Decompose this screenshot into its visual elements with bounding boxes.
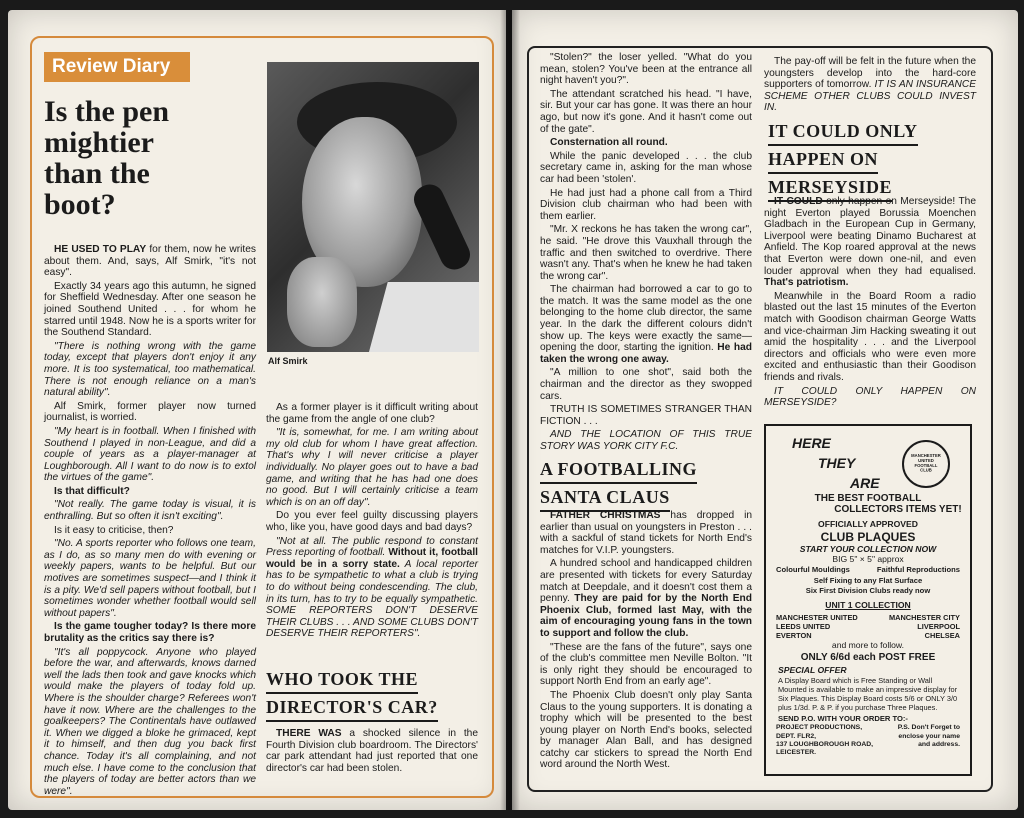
text-run: only happen on Merseyside! The night Everton played Borussia Moenchen Gladbach in the European Cup in Germany, Liverpool were beating Dinamo Bucharest at Anfield. The Kop roared approval at the news that Everton were down one-nil, and even louder approval when they had equalised. xyxy=(764,196,976,277)
text-run: Meanwhile in the Board Room a radio blasted out the last 15 minutes of the Everton match with Goodison chairman George Watts and vice-chairman Jim Hacking sweating it out amid the hospitality . . . and the Liverpool directors and officials who were even more excited and enthusiastic than their Goodison friends and rivals. xyxy=(764,290,976,383)
ad-size: BIG 5" × 5" approx xyxy=(832,554,904,565)
text-run: The attendant scratched his head. "I have, sir. But your car has gone. It was there an hour ago, but now it's gone. And it hasn't come out of the gate". xyxy=(540,88,752,135)
ad-address-row xyxy=(766,724,970,758)
headline-line: WHO TOOK THE xyxy=(266,666,418,694)
who-took-text xyxy=(266,728,478,776)
ad-club: MANCHESTER CITY xyxy=(888,613,960,623)
paragraph xyxy=(540,558,752,639)
text-run: A hundred school and handicapped children are presented with tickets for every Saturday match at Deepdale, and it doesn't cost them a penny. xyxy=(540,558,752,605)
paragraph xyxy=(540,642,752,688)
headline-line: boot? xyxy=(44,188,116,221)
ad-ps xyxy=(898,724,960,758)
ad-address-line: PROJECT PRODUCTIONS, xyxy=(776,724,863,732)
text-run: TRUTH IS SOMETIMES STRANGER THAN FICTION . . . xyxy=(540,404,752,427)
text-run: The Phoenix Club doesn't only play Santa Claus to the young supporters. It is donating a trophy which will be presented to the best young player on North End's books, selected by manager Alan Ball, and has designed catchy car stickers to spread the North End word around the North West. xyxy=(540,689,752,771)
text-run: AND THE LOCATION OF THIS TRUE STORY WAS YORK CITY F.C. xyxy=(540,429,752,452)
paragraph xyxy=(266,510,478,533)
ad-here: HERE xyxy=(792,435,831,451)
text-run: HE USED TO PLAY xyxy=(54,244,147,255)
ad-address-line: DEPT. FLR2, xyxy=(776,732,817,740)
text-run: "Not really. The game today is visual, it is enthralling. But so often it isn't exciting". xyxy=(44,499,256,523)
paragraph xyxy=(540,89,752,135)
paragraph xyxy=(540,151,752,186)
who-took-headline xyxy=(266,666,438,722)
ad-club: LEEDS UNITED xyxy=(776,622,831,632)
text-run: The chairman had borrowed a car to go to the match. It was the same model as the one belonging to the home club director, the same year. In the dark the different colours didn't show up. The keys were exactly the same—opening the door, starting the ignition. xyxy=(540,284,752,354)
crest-icon xyxy=(902,440,950,488)
text-run: While the panic developed . . . the club secretary came in, asking for the man whose car had been 'stolen'. xyxy=(540,150,752,185)
text-run: Do you ever feel guilty discussing players who, like you, have good days and bad days? xyxy=(266,510,478,533)
left-column-2 xyxy=(266,402,478,642)
photo-caption: Alf Smirk xyxy=(268,356,308,366)
paragraph xyxy=(44,426,256,484)
ad-unit: UNIT 1 COLLECTION xyxy=(825,599,911,610)
text-run: Consternation all round. xyxy=(550,137,668,149)
ad-club: LIVERPOOL xyxy=(917,622,960,632)
text-run: "Not at all. The public respond to constant Press reporting of football. xyxy=(266,535,478,559)
text-run: IT COULD ONLY HAPPEN ON MERSEYSIDE? xyxy=(764,385,976,409)
text-run: They are paid for by the North End Phoenix Club, formed last May, with the aim of encouraging young fans in the town to support and follow the club. xyxy=(540,593,752,639)
paragraph xyxy=(540,367,752,402)
text-run: IT IS AN INSURANCE SCHEME OTHER CLUBS COULD INVEST IN. xyxy=(764,79,976,114)
ad-ps-line: P.S. Don't Forget to xyxy=(897,724,960,732)
ad-clubs-left xyxy=(776,613,858,640)
headline-line: A FOOTBALLING xyxy=(540,456,697,484)
paragraph xyxy=(540,690,752,771)
text-run: As a former player is it difficult writing about the game from the angle of one club? xyxy=(266,402,478,425)
paragraph xyxy=(44,499,256,522)
text-run: He had taken the wrong one away. xyxy=(540,342,752,365)
paragraph xyxy=(266,728,478,774)
paragraph xyxy=(540,510,752,556)
text-run: for them, now he writes about them. And, says, Alf Smirk, "it's not easy". xyxy=(44,244,256,279)
paragraph xyxy=(540,188,752,223)
ad-colourful: Colourful Mouldings xyxy=(776,564,850,574)
headline-line: MERSEYSIDE xyxy=(768,174,892,202)
headline-line: mightier xyxy=(44,126,154,159)
headline-line: Is the pen xyxy=(44,95,170,128)
merseyside-headline xyxy=(768,118,918,202)
text-run: FATHER CHRISTMAS xyxy=(550,510,661,521)
paragraph xyxy=(540,284,752,365)
ad-club: EVERTON xyxy=(776,631,812,641)
paragraph xyxy=(764,386,976,409)
paragraph xyxy=(764,56,976,114)
paragraph xyxy=(44,538,256,619)
crest-text: MANCHESTER UNITED FOOTBALL CLUB xyxy=(911,454,941,474)
ad-officially: OFFICIALLY APPROVED xyxy=(818,519,918,530)
article-headline xyxy=(44,96,244,220)
portrait-photo xyxy=(267,62,479,352)
ad-collectors: COLLECTORS ITEMS YET! xyxy=(834,503,962,515)
paragraph xyxy=(44,281,256,339)
headline-line: IT COULD ONLY xyxy=(768,118,918,146)
page-gutter xyxy=(500,10,520,810)
ad-ps-line: enclose your name xyxy=(898,732,960,740)
ad-self: Self Fixing to any Flat Surface xyxy=(813,575,923,585)
text-run: The pay-off will be felt in the future when the youngsters develop into the hard-core supporters of tomorrow. xyxy=(764,56,976,91)
text-run: "No. A sports reporter who follows one team, as I do, as so many men do with evening or weekly papers, wants to be helpful. But our motives are sometimes suspect—and I think it is a pity. We'd sell papers without football, but I sometimes wonder whether football would sell without papers". xyxy=(44,538,256,619)
text-run: "There is nothing wrong with the game today, except that players don't enjoy it any more. It is too systematical, too mathematical. There is not enough reliance on a man's natural ability". xyxy=(44,340,256,399)
text-run: Is that difficult? xyxy=(54,485,130,497)
santa-text xyxy=(540,510,752,773)
ad-address xyxy=(776,724,873,758)
text-run: Is it easy to criticise, then? xyxy=(54,524,174,536)
ad-special: SPECIAL OFFER xyxy=(778,664,847,675)
ad-clubs xyxy=(766,613,970,640)
santa-headline xyxy=(540,456,697,512)
paragraph xyxy=(44,525,256,537)
paragraph xyxy=(764,196,976,289)
ad-start: START YOUR COLLECTION NOW xyxy=(799,543,937,554)
text-run: Alf Smirk, former player now turned journalist, is worried. xyxy=(44,400,256,424)
text-run: That's patriotism. xyxy=(764,277,849,289)
right-column-2-top xyxy=(764,56,976,116)
ad-faithful: Faithful Reproductions xyxy=(876,564,960,574)
text-run: THERE WAS xyxy=(276,728,342,739)
paragraph xyxy=(266,402,478,425)
ad-they: THEY xyxy=(818,455,856,471)
ad-send: SEND P.O. WITH YOUR ORDER TO:- xyxy=(778,713,908,723)
headline-line: SANTA CLAUS xyxy=(540,484,670,512)
text-run: He had just had a phone call from a Third Division club chairman who had been with them earlier. xyxy=(540,187,752,222)
paragraph xyxy=(540,224,752,282)
headline-line: DIRECTOR'S CAR? xyxy=(266,694,438,722)
paragraph xyxy=(764,291,976,384)
paragraph xyxy=(44,486,256,498)
ad-address-line: LEICESTER. xyxy=(776,749,817,757)
paragraph xyxy=(266,427,478,508)
paragraph xyxy=(44,341,256,399)
photo-hand xyxy=(287,257,357,347)
paragraph xyxy=(540,137,752,149)
ad-club: MANCHESTER UNITED xyxy=(776,613,858,623)
text-run: "Mr. X reckons he has taken the wrong car", he said. "He drove this Vauxhall through the traffic and then switched to overdrive. There wasn't any. That's when he knew he had taken the wrong car". xyxy=(540,224,752,282)
text-run: "It's all poppycock. Anyone who played before the war, and afterwards, knows darned well the lads then took and gave knocks which would make the players of today fold up. Where is the shoulder charge? Referees won't have it now. Where are the challenges to the goalkeepers? The Continentals have outlawed it. When we digged a bloke he grimaced, kept it to himself, and then dug you back first chance. Today it's all complaining, and not much else. I have come to the conclusion that the players of today are better actors than we were". xyxy=(44,646,256,797)
text-run: "My heart is in football. When I finished with Southend I played in non-League, and did a couple of years as a player-manager at Loughborough. All I want to do now is to extol the virtues of the game". xyxy=(44,425,256,484)
ad-price: ONLY 6/6d each POST FREE xyxy=(800,651,936,663)
paragraph xyxy=(540,429,752,452)
text-run: A local reporter has to be sympathetic to what a club is trying to do without being condescending. The club, in its turn, has to try to be equally sympathetic. SOME REPORTERS DON'T DESERVE THEIR CLUBS . . . AND SOME CLUBS DON'T DESERVE THEIR REPORTERS". xyxy=(266,558,479,640)
ad-address-line: 137 LOUGHBOROUGH ROAD, xyxy=(776,740,874,748)
ad-body xyxy=(766,494,970,758)
ad-club: CHELSEA xyxy=(924,631,960,641)
ad-features xyxy=(766,565,970,576)
paragraph xyxy=(540,52,752,87)
paragraph xyxy=(44,401,256,424)
text-run: "A million to one shot", said both the chairman and the director as they swopped cars. xyxy=(540,367,752,402)
ad-plaques: CLUB PLAQUES xyxy=(820,529,916,544)
ad-are: ARE xyxy=(850,475,880,491)
text-run: "It is, somewhat, for me. I am writing about my old club for whom I have great affection. That's why I will never criticise a player individually. No player goes out to have a bad game, and writing that he has had one does no good. But I will certainly criticise a team which is on an off day". xyxy=(266,427,478,508)
text-run: "These are the fans of the future", says one of the club's committee men Neville Bolton. "It is only right they should be encouraged to support North End from an early age". xyxy=(540,641,752,688)
text-run: Is the game tougher today? Is there more brutality as the critics say there is? xyxy=(44,621,256,644)
ad-ps-line: and address. xyxy=(918,740,960,748)
text-run: IT COULD xyxy=(774,196,823,207)
right-column-1 xyxy=(540,52,752,455)
ad-clubs-right xyxy=(889,613,960,640)
ad-offer: A Display Board which is Free Standing or Wall Mounted is available to make an impressive display for Six Plaques. This Display Board costs 5/6 or ONLY 3/0 plus 1/3d. P. & P. if you purchase Three Plaques. xyxy=(778,675,958,712)
text-run: Exactly 34 years ago this autumn, he signed for Sheffield Wednesday. After one season he joined Southend United . . . for whom he starred until 1948. Now he is a sports writer for the Southend Standard. xyxy=(44,280,256,339)
headline-line: HAPPEN ON xyxy=(768,146,878,174)
text-run: Without it, football would be in a sorry state. xyxy=(266,547,478,570)
ad-six: Six First Division Clubs ready now xyxy=(805,586,931,596)
text-run: has dropped in earlier than usual on youngsters in Preston . . . with a sackful of stand tickets for North End's matches for V.I.P. youngsters. xyxy=(540,510,752,556)
text-run: a shocked silence in the Fourth Division club boardroom. The Directors' car park attendant had just reported that one director's car had been stolen. xyxy=(266,728,478,774)
text-run: "Stolen?" the loser yelled. "What do you mean, stolen? You've been at the entrance all night haven't you?". xyxy=(540,52,752,87)
left-column-1 xyxy=(44,244,256,799)
ad-best: THE BEST FOOTBALL xyxy=(814,493,922,504)
review-diary-tab: Review Diary xyxy=(44,52,190,82)
paragraph xyxy=(266,536,478,640)
club-plaques-ad xyxy=(764,424,972,776)
headline-line: than the xyxy=(44,157,150,190)
paragraph xyxy=(44,244,256,279)
ad-more: and more to follow. xyxy=(831,640,905,651)
photo-shirt xyxy=(366,282,479,352)
paragraph xyxy=(44,647,256,798)
paragraph xyxy=(44,621,256,644)
paragraph xyxy=(540,404,752,427)
merseyside-text xyxy=(764,196,976,411)
